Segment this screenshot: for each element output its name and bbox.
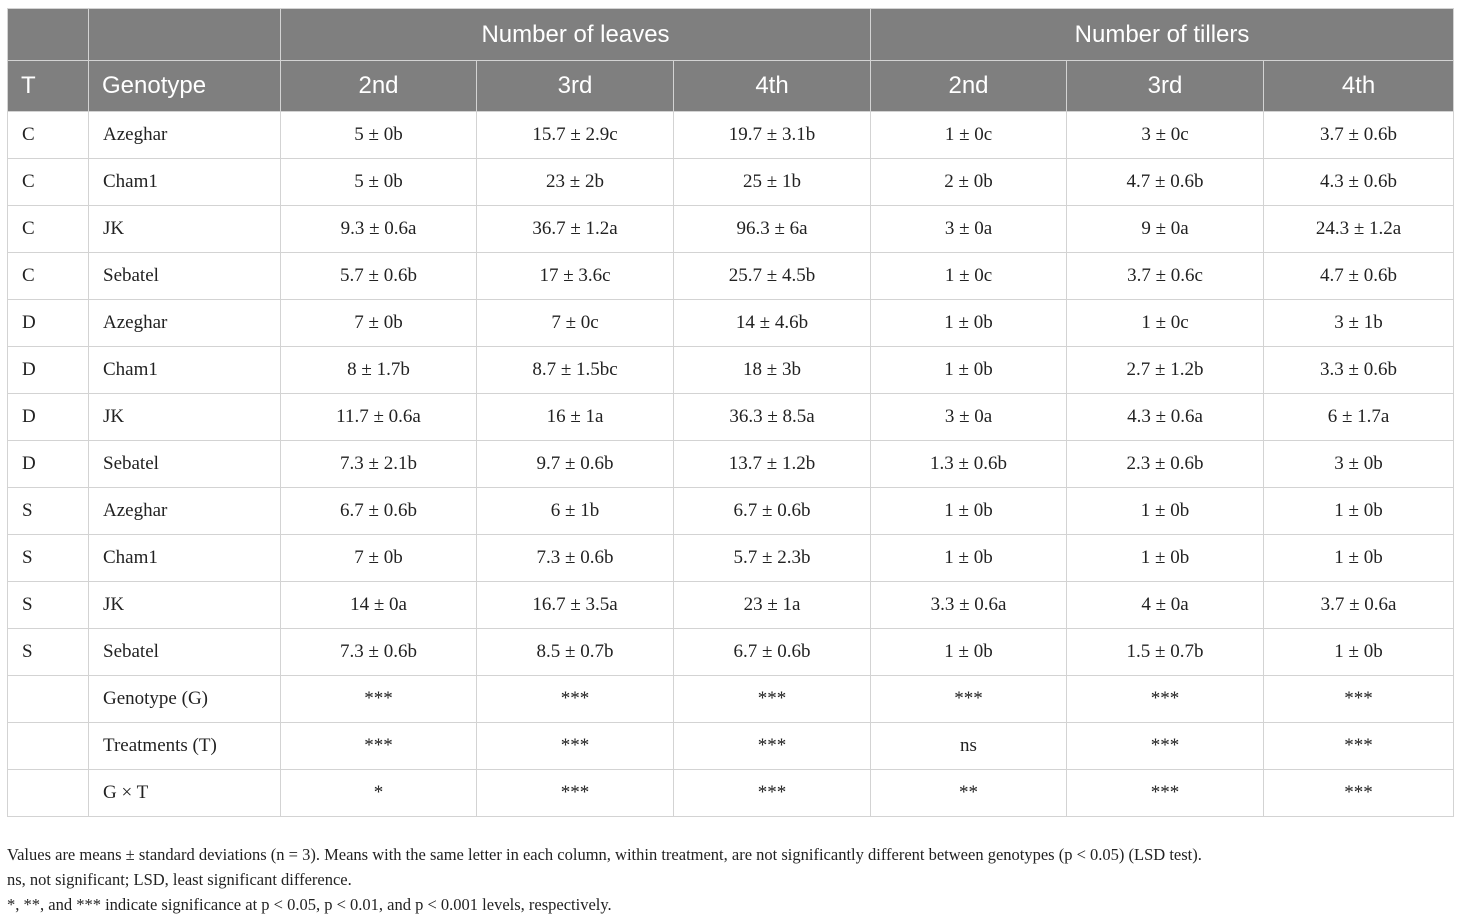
header-number-of-leaves: Number of leaves [281, 9, 871, 61]
table-row [8, 112, 1454, 159]
cell-tillers-2nd: 1.3 ± 0.6b [871, 441, 1067, 488]
cell-tillers-2nd: 1 ± 0b [871, 629, 1067, 676]
header-t: T [8, 61, 89, 112]
cell-treatment: S [8, 629, 89, 676]
footnote-means: Values are means ± standard deviations (n = 3). Means with the same letter in each column, within treatment, are not significantly different between genotypes (p < 0.05) (LSD test). [7, 845, 1202, 864]
table-row [8, 629, 1454, 676]
header-leaves-3rd: 3rd [477, 61, 674, 112]
cell-tillers-4th: 1 ± 0b [1264, 629, 1454, 676]
cell-tillers-3rd: 2.7 ± 1.2b [1067, 347, 1264, 394]
cell-tillers-2nd: 1 ± 0b [871, 535, 1067, 582]
header-leaves-2nd: 2nd [281, 61, 477, 112]
header-group-row [8, 9, 1454, 61]
cell-leaves-4th: 25.7 ± 4.5b [674, 253, 871, 300]
cell-leaves-2nd: 5 ± 0b [281, 159, 477, 206]
cell-tillers-4th: 6 ± 1.7a [1264, 394, 1454, 441]
cell-leaves-3rd: 15.7 ± 2.9c [477, 112, 674, 159]
cell-tillers-3rd: 3.7 ± 0.6c [1067, 253, 1264, 300]
cell-treatment: C [8, 253, 89, 300]
cell-treatment: S [8, 582, 89, 629]
footnote-significance: *, **, and *** indicate significance at p < 0.05, p < 0.01, and p < 0.001 levels, respectively. [7, 895, 612, 914]
cell-genotype: JK [89, 394, 281, 441]
cell-tillers-3rd: 1.5 ± 0.7b [1067, 629, 1264, 676]
table-row [8, 206, 1454, 253]
cell-leaves-2nd: 7.3 ± 0.6b [281, 629, 477, 676]
cell-genotype: Sebatel [89, 253, 281, 300]
cell-tillers-2nd: 2 ± 0b [871, 159, 1067, 206]
cell-tillers-2nd: ** [871, 770, 1067, 817]
table-row [8, 300, 1454, 347]
cell-leaves-4th: 36.3 ± 8.5a [674, 394, 871, 441]
cell-leaves-3rd: 36.7 ± 1.2a [477, 206, 674, 253]
table-row [8, 723, 1454, 770]
cell-leaves-2nd: 7.3 ± 2.1b [281, 441, 477, 488]
cell-treatment [8, 770, 89, 817]
table-row [8, 441, 1454, 488]
cell-leaves-4th: 96.3 ± 6a [674, 206, 871, 253]
cell-tillers-3rd: *** [1067, 770, 1264, 817]
cell-genotype: Cham1 [89, 535, 281, 582]
cell-tillers-3rd: 9 ± 0a [1067, 206, 1264, 253]
cell-genotype: Azeghar [89, 112, 281, 159]
cell-leaves-3rd: *** [477, 770, 674, 817]
cell-treatment [8, 723, 89, 770]
cell-tillers-4th: 3.7 ± 0.6a [1264, 582, 1454, 629]
cell-tillers-4th: 1 ± 0b [1264, 535, 1454, 582]
cell-treatment: D [8, 347, 89, 394]
table-body [8, 112, 1454, 817]
cell-leaves-3rd: *** [477, 723, 674, 770]
cell-tillers-3rd: 1 ± 0c [1067, 300, 1264, 347]
cell-leaves-4th: 23 ± 1a [674, 582, 871, 629]
cell-tillers-4th: 3.3 ± 0.6b [1264, 347, 1454, 394]
cell-leaves-2nd: * [281, 770, 477, 817]
cell-leaves-3rd: 8.7 ± 1.5bc [477, 347, 674, 394]
cell-tillers-2nd: 1 ± 0c [871, 112, 1067, 159]
header-tillers-2nd: 2nd [871, 61, 1067, 112]
cell-tillers-4th: *** [1264, 676, 1454, 723]
cell-genotype: Azeghar [89, 300, 281, 347]
table-row [8, 582, 1454, 629]
cell-leaves-3rd: *** [477, 676, 674, 723]
header-tillers-4th: 4th [1264, 61, 1454, 112]
table-row [8, 253, 1454, 300]
cell-tillers-2nd: 1 ± 0b [871, 488, 1067, 535]
header-empty-t [8, 9, 89, 61]
cell-treatment: D [8, 394, 89, 441]
cell-leaves-2nd: 7 ± 0b [281, 300, 477, 347]
table-row [8, 676, 1454, 723]
cell-genotype: JK [89, 206, 281, 253]
cell-leaves-3rd: 7 ± 0c [477, 300, 674, 347]
cell-genotype: G × T [89, 770, 281, 817]
cell-tillers-2nd: 1 ± 0c [871, 253, 1067, 300]
cell-leaves-2nd: 7 ± 0b [281, 535, 477, 582]
cell-genotype: Sebatel [89, 441, 281, 488]
header-leaves-4th: 4th [674, 61, 871, 112]
results-table [7, 8, 1454, 817]
cell-leaves-3rd: 16.7 ± 3.5a [477, 582, 674, 629]
cell-tillers-4th: 3 ± 0b [1264, 441, 1454, 488]
cell-tillers-3rd: 4.7 ± 0.6b [1067, 159, 1264, 206]
cell-leaves-2nd: 9.3 ± 0.6a [281, 206, 477, 253]
header-tillers-3rd: 3rd [1067, 61, 1264, 112]
cell-tillers-2nd: 3 ± 0a [871, 394, 1067, 441]
cell-leaves-4th: 19.7 ± 3.1b [674, 112, 871, 159]
cell-tillers-2nd: 3.3 ± 0.6a [871, 582, 1067, 629]
cell-tillers-4th: 3.7 ± 0.6b [1264, 112, 1454, 159]
cell-leaves-4th: 6.7 ± 0.6b [674, 629, 871, 676]
cell-leaves-3rd: 8.5 ± 0.7b [477, 629, 674, 676]
cell-leaves-3rd: 17 ± 3.6c [477, 253, 674, 300]
cell-treatment: S [8, 535, 89, 582]
cell-genotype: Sebatel [89, 629, 281, 676]
cell-genotype: Genotype (G) [89, 676, 281, 723]
table-row [8, 770, 1454, 817]
cell-treatment: C [8, 206, 89, 253]
cell-leaves-3rd: 7.3 ± 0.6b [477, 535, 674, 582]
cell-leaves-2nd: *** [281, 723, 477, 770]
cell-leaves-2nd: 8 ± 1.7b [281, 347, 477, 394]
cell-tillers-4th: 4.3 ± 0.6b [1264, 159, 1454, 206]
cell-leaves-4th: 18 ± 3b [674, 347, 871, 394]
cell-genotype: JK [89, 582, 281, 629]
table-row [8, 347, 1454, 394]
cell-tillers-3rd: 3 ± 0c [1067, 112, 1264, 159]
cell-leaves-4th: *** [674, 676, 871, 723]
cell-genotype: Cham1 [89, 347, 281, 394]
table-row [8, 394, 1454, 441]
table-header [8, 9, 1454, 112]
cell-treatment [8, 676, 89, 723]
cell-leaves-2nd: *** [281, 676, 477, 723]
cell-treatment: S [8, 488, 89, 535]
cell-leaves-4th: 5.7 ± 2.3b [674, 535, 871, 582]
cell-tillers-4th: *** [1264, 723, 1454, 770]
cell-leaves-4th: *** [674, 770, 871, 817]
cell-leaves-3rd: 23 ± 2b [477, 159, 674, 206]
cell-tillers-4th: 1 ± 0b [1264, 488, 1454, 535]
cell-tillers-2nd: 1 ± 0b [871, 300, 1067, 347]
table-row [8, 535, 1454, 582]
cell-tillers-4th: *** [1264, 770, 1454, 817]
cell-tillers-2nd: 1 ± 0b [871, 347, 1067, 394]
cell-genotype: Cham1 [89, 159, 281, 206]
cell-tillers-2nd: ns [871, 723, 1067, 770]
cell-tillers-4th: 24.3 ± 1.2a [1264, 206, 1454, 253]
cell-genotype: Treatments (T) [89, 723, 281, 770]
cell-tillers-4th: 4.7 ± 0.6b [1264, 253, 1454, 300]
cell-tillers-3rd: 1 ± 0b [1067, 535, 1264, 582]
cell-tillers-3rd: 1 ± 0b [1067, 488, 1264, 535]
cell-tillers-3rd: 4 ± 0a [1067, 582, 1264, 629]
cell-tillers-2nd: 3 ± 0a [871, 206, 1067, 253]
header-empty-genotype [89, 9, 281, 61]
cell-leaves-2nd: 6.7 ± 0.6b [281, 488, 477, 535]
cell-treatment: D [8, 441, 89, 488]
cell-tillers-3rd: 2.3 ± 0.6b [1067, 441, 1264, 488]
cell-leaves-4th: *** [674, 723, 871, 770]
header-number-of-tillers: Number of tillers [871, 9, 1454, 61]
cell-tillers-4th: 3 ± 1b [1264, 300, 1454, 347]
table-row [8, 159, 1454, 206]
cell-leaves-2nd: 5.7 ± 0.6b [281, 253, 477, 300]
cell-treatment: C [8, 112, 89, 159]
cell-leaves-3rd: 16 ± 1a [477, 394, 674, 441]
cell-leaves-2nd: 14 ± 0a [281, 582, 477, 629]
cell-genotype: Azeghar [89, 488, 281, 535]
table-row [8, 488, 1454, 535]
cell-tillers-3rd: 4.3 ± 0.6a [1067, 394, 1264, 441]
header-column-row [8, 61, 1454, 112]
cell-tillers-3rd: *** [1067, 676, 1264, 723]
cell-tillers-2nd: *** [871, 676, 1067, 723]
cell-leaves-4th: 25 ± 1b [674, 159, 871, 206]
cell-leaves-4th: 13.7 ± 1.2b [674, 441, 871, 488]
cell-tillers-3rd: *** [1067, 723, 1264, 770]
header-genotype: Genotype [89, 61, 281, 112]
cell-leaves-2nd: 5 ± 0b [281, 112, 477, 159]
cell-leaves-4th: 14 ± 4.6b [674, 300, 871, 347]
cell-leaves-4th: 6.7 ± 0.6b [674, 488, 871, 535]
cell-treatment: D [8, 300, 89, 347]
footnote-abbreviations: ns, not significant; LSD, least significant difference. [7, 870, 352, 889]
cell-leaves-2nd: 11.7 ± 0.6a [281, 394, 477, 441]
cell-leaves-3rd: 9.7 ± 0.6b [477, 441, 674, 488]
cell-leaves-3rd: 6 ± 1b [477, 488, 674, 535]
cell-treatment: C [8, 159, 89, 206]
